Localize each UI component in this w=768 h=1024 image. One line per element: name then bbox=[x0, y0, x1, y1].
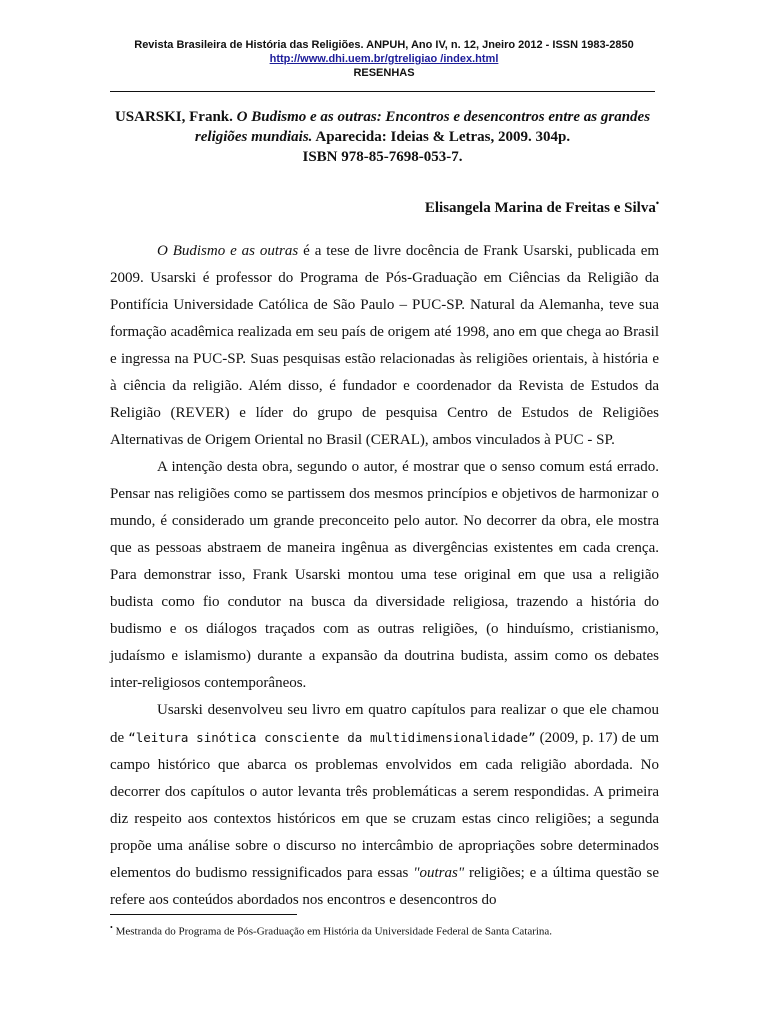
journal-url-link[interactable]: http://www.dhi.uem.br/gtreligiao /index.html bbox=[269, 53, 499, 65]
citation-author: USARSKI, Frank. bbox=[114, 109, 233, 125]
section-label: RESENHAS bbox=[353, 67, 415, 79]
review-body bbox=[110, 238, 659, 914]
paragraph-3-text-b: (2009, p. 17) de um campo histórico que abarca os problemas envolvidos em cada religião abordada. No decorrer dos capítulos o autor levanta três problemáticas a serem respondidas. A primeira diz respeito aos contextos históricos em que se cruzam estas cinco religiões; a segunda propõe uma análise sobre o discurso no intercâmbio de apropriações sobre determinados elementos do budismo ressignificados para essas bbox=[110, 730, 659, 881]
journal-citation: Revista Brasileira de História das Religiões. ANPUH, Ano IV, n. 12, Jneiro 2012 - ISSN 1983-2850 bbox=[134, 39, 634, 51]
outras-emphasis: "outras" bbox=[413, 865, 465, 881]
footnote-marker[interactable]: • bbox=[655, 198, 659, 208]
paragraph-1-text: é a tese de livre docência de Frank Usarski, publicada em 2009. Usarski é professor do Programa de Pós-Graduação em Ciências da Religião da Pontifícia Universidade Católica de São Paulo – PUC-SP. Natural da Alemanha, teve sua formação acadêmica realizada em seu país de origem até 1998, ano em que chega ao Brasil e ingressa na PUC-SP. Suas pesquisas estão relacionadas às religiões orientais, à história e à ciência da religião. Além disso, é fundador e coordenador da Revista de Estudos da Religião (REVER) e líder do grupo de pesquisa Centro de Estudos de Religiões Alternativas de Origem Oriental no Brasil (CERAL), ambos vinculados à PUC - SP. bbox=[110, 243, 660, 448]
book-title-inline: O Budismo e as outras bbox=[157, 243, 299, 259]
author-name: Elisangela Marina de Freitas e Silva bbox=[424, 200, 656, 216]
footnote-rule bbox=[110, 914, 297, 915]
footnote-text: Mestranda do Programa de Pós-Graduação em História da Universidade Federal de Santa Catarina. bbox=[115, 925, 553, 938]
footnote-mark: • bbox=[110, 923, 113, 932]
footnote bbox=[110, 921, 659, 939]
citation-isbn: ISBN 978-85-7698-053-7. bbox=[302, 149, 463, 165]
journal-header bbox=[0, 38, 768, 80]
citation-book-title: O Budismo e as outras: Encontros e desencontros entre as grandes religiões mundiais. bbox=[194, 109, 651, 145]
paragraph-3 bbox=[110, 697, 659, 914]
paragraph-1 bbox=[110, 238, 659, 454]
paragraph-3-text-c: religiões; e a última questão se refere aos conteúdos abordados nos encontros e desencontros do bbox=[110, 865, 660, 908]
citation-publisher: Aparecida: Ideias & Letras, 2009. 304p. bbox=[315, 129, 571, 145]
header-rule bbox=[110, 91, 655, 92]
paragraph-2: A intenção desta obra, segundo o autor, é mostrar que o senso comum está errado. Pensar nas religiões como se partissem dos mesmos princípios e objetivos de harmonizar o mundo, é considerado um grande preconceito pelo autor. No decorrer da obra, ele mostra que as pessoas abstraem de maneira ingênua as divergências existentes em cada crença. Para demonstrar isso, Frank Usarski montou uma tese original em que usa a religião budista como fio condutor na busca da diversidade religiosa, trazendo a história do budismo e os diálogos traçados com as outras religiões, (o hinduísmo, cristianismo, judaísmo e islamismo) durante a expansão da doutrina budista, assim como os debates inter-religiosos contemporâneos. bbox=[110, 459, 659, 691]
review-citation bbox=[110, 107, 655, 167]
quoted-phrase: “leitura sinótica consciente da multidimensionalidade” bbox=[128, 730, 536, 745]
paragraph-3-text-a: Usarski desenvolveu seu livro em quatro capítulos para realizar o que ele chamou de bbox=[110, 702, 659, 746]
review-author bbox=[110, 193, 659, 218]
